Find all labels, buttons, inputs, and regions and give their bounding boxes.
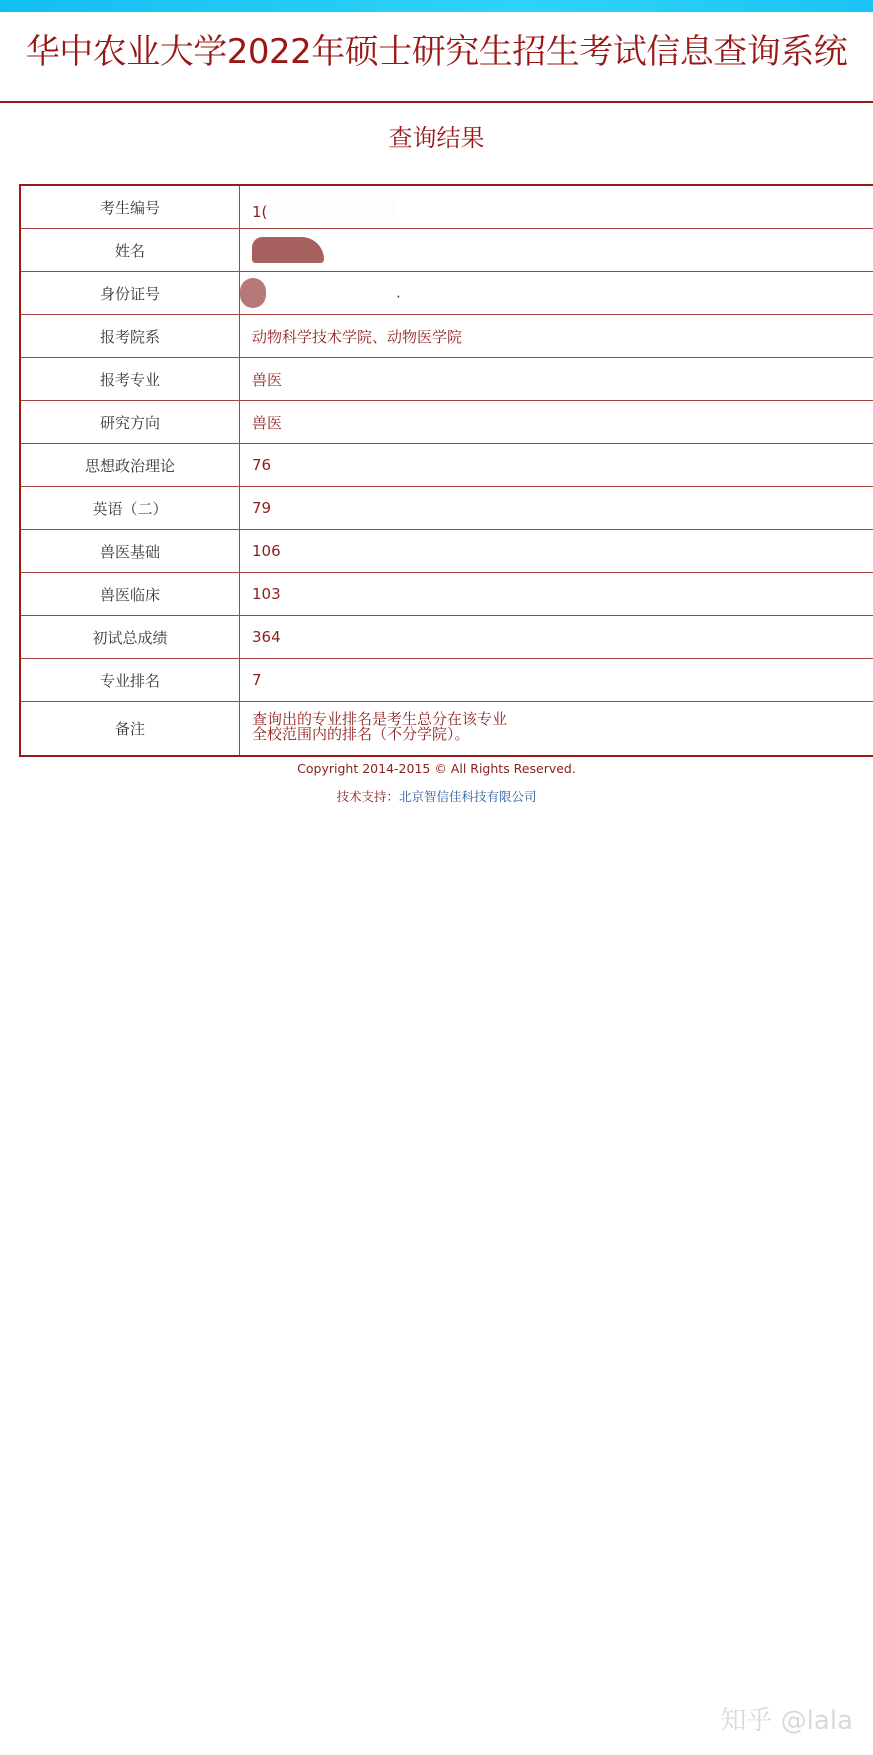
- row-label-english: 英语（二）: [20, 487, 240, 530]
- row-value-name: [240, 229, 873, 272]
- redaction-mark: [267, 193, 397, 217]
- row-value-department: 动物科学技术学院、动物医学院: [240, 315, 873, 358]
- row-label-research-direction: 研究方向: [20, 401, 240, 444]
- table-row: [20, 185, 873, 229]
- row-label-remark: 备注: [20, 702, 240, 757]
- row-value-vet-clinical: 103: [240, 573, 873, 616]
- table-row: [20, 530, 873, 573]
- row-value-id-number: [240, 272, 873, 315]
- table-row: [20, 229, 873, 272]
- row-label-department: 报考院系: [20, 315, 240, 358]
- table-row: [20, 444, 873, 487]
- row-label-id-number: 身份证号: [20, 272, 240, 315]
- title-divider: [0, 101, 873, 103]
- table-row: [20, 616, 873, 659]
- support-company-link[interactable]: 北京智信佳科技有限公司: [399, 789, 537, 804]
- footer-support: [0, 787, 873, 805]
- row-value-ranking: 7: [240, 659, 873, 702]
- id-number-partial: .: [396, 283, 401, 302]
- table-row: [20, 358, 873, 401]
- row-value-total-score: 364: [240, 616, 873, 659]
- redaction-mark: [240, 278, 266, 308]
- row-label-major: 报考专业: [20, 358, 240, 401]
- exam-id-partial: 1(: [252, 203, 268, 221]
- row-label-total-score: 初试总成绩: [20, 616, 240, 659]
- table-row: [20, 659, 873, 702]
- table-row: [20, 401, 873, 444]
- row-label-name: 姓名: [20, 229, 240, 272]
- row-label-ranking: 专业排名: [20, 659, 240, 702]
- table-row: [20, 702, 873, 757]
- table-row: [20, 487, 873, 530]
- top-color-strip: [0, 0, 873, 12]
- row-label-vet-basics: 兽医基础: [20, 530, 240, 573]
- row-value-major: 兽医: [240, 358, 873, 401]
- remark-line-2: 全校范围内的排名（不分学院）。: [252, 725, 470, 743]
- row-label-exam-id: 考生编号: [20, 185, 240, 229]
- footer-copyright: Copyright 2014-2015 © All Rights Reserved.: [297, 761, 576, 776]
- redaction-mark: [252, 237, 324, 263]
- remark-line-1: 查询出的专业排名是考生总分在该专业: [252, 710, 508, 728]
- row-value-research-direction: 兽医: [240, 401, 873, 444]
- row-label-vet-clinical: 兽医临床: [20, 573, 240, 616]
- table-row: [20, 315, 873, 358]
- row-value-politics: 76: [240, 444, 873, 487]
- result-title: 查询结果: [388, 124, 485, 152]
- watermark: 知乎 @lala: [720, 1706, 853, 1736]
- table-row: [20, 573, 873, 616]
- row-value-vet-basics: 106: [240, 530, 873, 573]
- row-value-remark: [240, 702, 873, 757]
- row-value-exam-id: [240, 185, 873, 229]
- row-label-politics: 思想政治理论: [20, 444, 240, 487]
- support-label: 技术支持：: [336, 789, 399, 804]
- system-title: 华中农业大学2022年硕士研究生招生考试信息查询系统: [25, 32, 848, 72]
- table-row: [20, 272, 873, 315]
- row-value-english: 79: [240, 487, 873, 530]
- result-table: [19, 184, 873, 757]
